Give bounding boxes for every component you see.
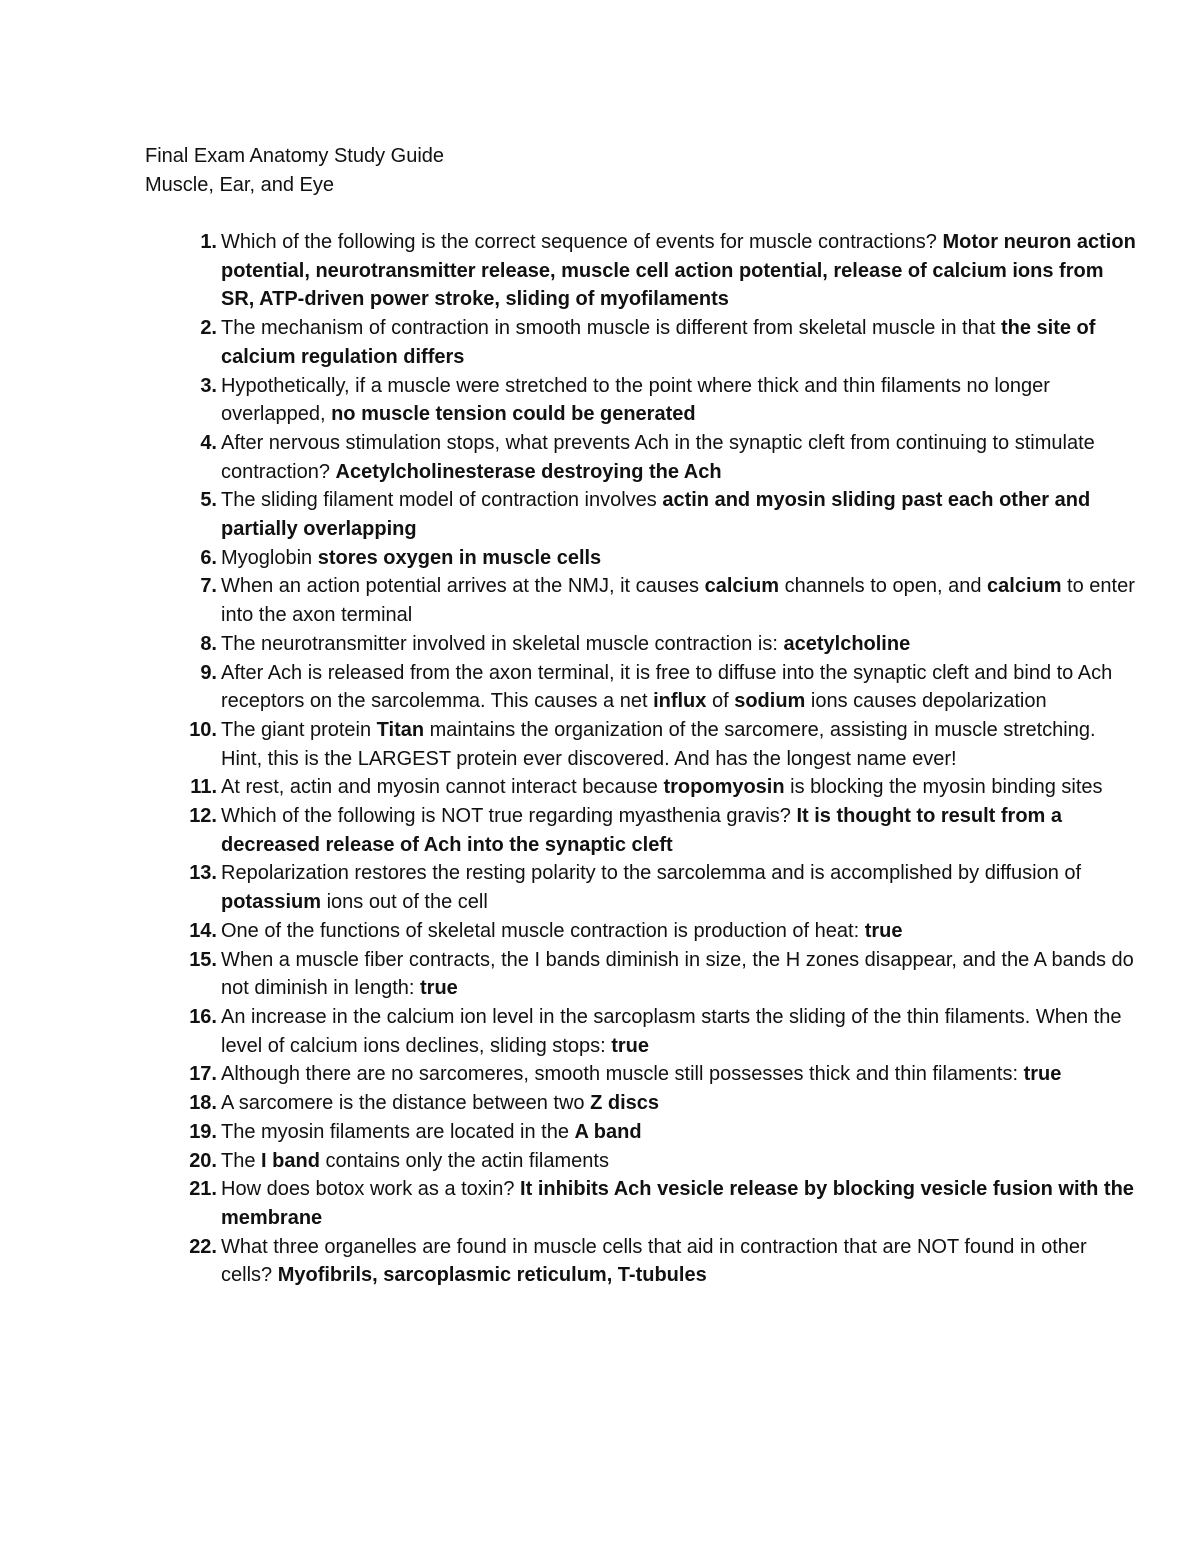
question-item xyxy=(145,1060,1141,1089)
question-answer: true xyxy=(1023,1063,1062,1086)
document-title: Final Exam Anatomy Study Guide xyxy=(145,145,445,167)
question-item xyxy=(145,716,1141,773)
question-item xyxy=(145,1003,1141,1060)
question-text: One of the functions of skeletal muscle contraction is production of heat: xyxy=(221,919,865,942)
question-number: 6. xyxy=(200,546,217,569)
question-answer: true xyxy=(864,919,903,942)
question-answer: stores oxygen in muscle cells xyxy=(317,546,602,569)
question-answer: true xyxy=(420,977,458,1000)
question-text: ions causes depolarization xyxy=(805,690,1047,713)
question-list xyxy=(145,228,1136,1290)
question-number: 2. xyxy=(200,317,217,340)
question-number: 17. xyxy=(189,1063,217,1086)
question-text: How does botox work as a toxin? xyxy=(221,1178,521,1201)
question-text: Hypothetically, if a muscle were stretched to the point where thick and thin filaments no longer overlapped, xyxy=(221,374,1050,426)
document-subtitle: Muscle, Ear, and Eye xyxy=(145,174,334,196)
question-number: 7. xyxy=(200,575,217,598)
question-text: The sliding filament model of contraction involves xyxy=(221,489,663,512)
question-item xyxy=(145,572,1141,629)
question-answer: acetylcholine xyxy=(783,632,911,655)
question-answer: true xyxy=(611,1034,649,1057)
question-item xyxy=(145,1175,1141,1232)
question-text: An increase in the calcium ion level in the sarcoplasm starts the sliding of the thin filaments. When the level of calcium ions declines, sliding stops: xyxy=(221,1005,1122,1057)
question-answer: Titan xyxy=(376,718,425,741)
question-number: 19. xyxy=(189,1120,217,1143)
question-item xyxy=(145,802,1141,859)
question-number: 18. xyxy=(189,1092,217,1115)
question-item xyxy=(145,1147,1141,1176)
question-item xyxy=(145,429,1141,486)
question-item xyxy=(145,1089,1141,1118)
question-text: The mechanism of contraction in smooth muscle is different from skeletal muscle in that xyxy=(221,317,1001,340)
question-answer: sodium xyxy=(734,690,806,713)
question-text: The giant protein xyxy=(221,718,377,741)
question-answer: the site of calcium regulation differs xyxy=(221,317,1096,368)
question-number: 21. xyxy=(189,1178,217,1201)
question-item xyxy=(145,659,1141,716)
question-text: of xyxy=(706,690,735,713)
question-answer: Motor neuron action potential, neurotransmitter release, muscle cell action potential, release of calcium ions from SR, ATP-driven power stroke, sliding of myofilaments xyxy=(221,231,1136,311)
question-number: 5. xyxy=(200,489,217,512)
question-number: 1. xyxy=(200,231,217,253)
question-text: is blocking the myosin binding sites xyxy=(784,776,1103,799)
question-item xyxy=(145,1233,1141,1290)
question-answer: A band xyxy=(574,1120,642,1143)
question-text: When a muscle fiber contracts, the I bands diminish in size, the H zones disappear, and the A bands do not diminish in length: xyxy=(221,948,1134,1000)
question-text: Which of the following is NOT true regarding myasthenia gravis? xyxy=(221,805,797,828)
question-number: 4. xyxy=(200,431,217,454)
question-item xyxy=(145,773,1141,802)
question-answer: Acetylcholinesterase destroying the Ach xyxy=(335,460,722,483)
question-text: The neurotransmitter involved in skeletal muscle contraction is: xyxy=(221,632,784,655)
question-item xyxy=(145,630,1141,659)
question-answer: calcium xyxy=(704,575,780,598)
question-answer: influx xyxy=(653,690,707,713)
question-number: 22. xyxy=(189,1235,217,1258)
question-answer: It is thought to result from a decreased release of Ach into the synaptic cleft xyxy=(221,805,1062,856)
question-item xyxy=(145,544,1141,573)
question-answer: potassium xyxy=(221,891,322,914)
question-text: After nervous stimulation stops, what prevents Ach in the synaptic cleft from continuing to stimulate contraction? xyxy=(221,431,1095,483)
question-text: to enter into the axon terminal xyxy=(221,575,1135,627)
question-answer: I band xyxy=(261,1149,320,1172)
question-text: Myoglobin xyxy=(221,546,318,569)
question-text: ions out of the cell xyxy=(321,891,488,914)
question-text: channels to open, and xyxy=(779,575,988,598)
question-answer: calcium xyxy=(987,575,1062,598)
question-number: 13. xyxy=(189,862,217,885)
question-text: The myosin filaments are located in the xyxy=(221,1120,575,1143)
question-answer: actin and myosin sliding past each other and partially overlapping xyxy=(221,489,1091,541)
question-answer: It inhibits Ach vesicle release by blocking vesicle fusion with the membrane xyxy=(221,1178,1134,1229)
question-text: maintains the organization of the sarcomere, assisting in muscle stretching. Hint, this is the LARGEST protein ever discovered. And has the longest name ever! xyxy=(221,718,1096,770)
question-text: A sarcomere is the distance between two xyxy=(221,1092,591,1115)
question-number: 20. xyxy=(189,1149,217,1172)
question-text: The xyxy=(221,1149,262,1172)
question-item xyxy=(145,486,1141,543)
question-number: 14. xyxy=(189,919,217,942)
question-text: After Ach is released from the axon terminal, it is free to diffuse into the synaptic cleft and bind to Ach receptors on the sarcolemma. This causes a net xyxy=(221,661,1113,713)
question-text: contains only the actin filaments xyxy=(319,1149,609,1172)
question-answer: Myofibrils, sarcoplasmic reticulum, T-tubules xyxy=(277,1264,707,1287)
question-number: 8. xyxy=(200,632,217,655)
question-text: Although there are no sarcomeres, smooth muscle still possesses thick and thin filaments: xyxy=(221,1063,1024,1086)
question-item xyxy=(145,859,1141,916)
question-item xyxy=(145,1118,1141,1147)
question-answer: tropomyosin xyxy=(663,776,785,799)
question-number: 9. xyxy=(200,661,217,684)
question-number: 3. xyxy=(200,374,217,397)
question-item xyxy=(145,314,1141,371)
question-text: Which of the following is the correct sequence of events for muscle contractions? xyxy=(221,231,943,253)
question-answer: no muscle tension could be generated xyxy=(331,403,696,426)
question-number: 16. xyxy=(189,1005,217,1028)
question-number: 15. xyxy=(189,948,217,971)
question-text: Repolarization restores the resting polarity to the sarcolemma and is accomplished by diffusion of xyxy=(221,862,1082,885)
question-text: When an action potential arrives at the NMJ, it causes xyxy=(221,575,705,598)
question-number: 12. xyxy=(189,805,217,828)
question-item xyxy=(145,946,1141,1003)
question-item xyxy=(145,372,1141,429)
question-text: What three organelles are found in muscle cells that aid in contraction that are NOT found in other cells? xyxy=(221,1235,1087,1287)
question-number: 11. xyxy=(190,776,217,799)
question-answer: Z discs xyxy=(590,1092,660,1115)
question-text: At rest, actin and myosin cannot interact because xyxy=(221,776,664,799)
question-item xyxy=(145,228,1141,314)
question-number: 10. xyxy=(189,718,217,741)
question-item xyxy=(145,917,1141,946)
